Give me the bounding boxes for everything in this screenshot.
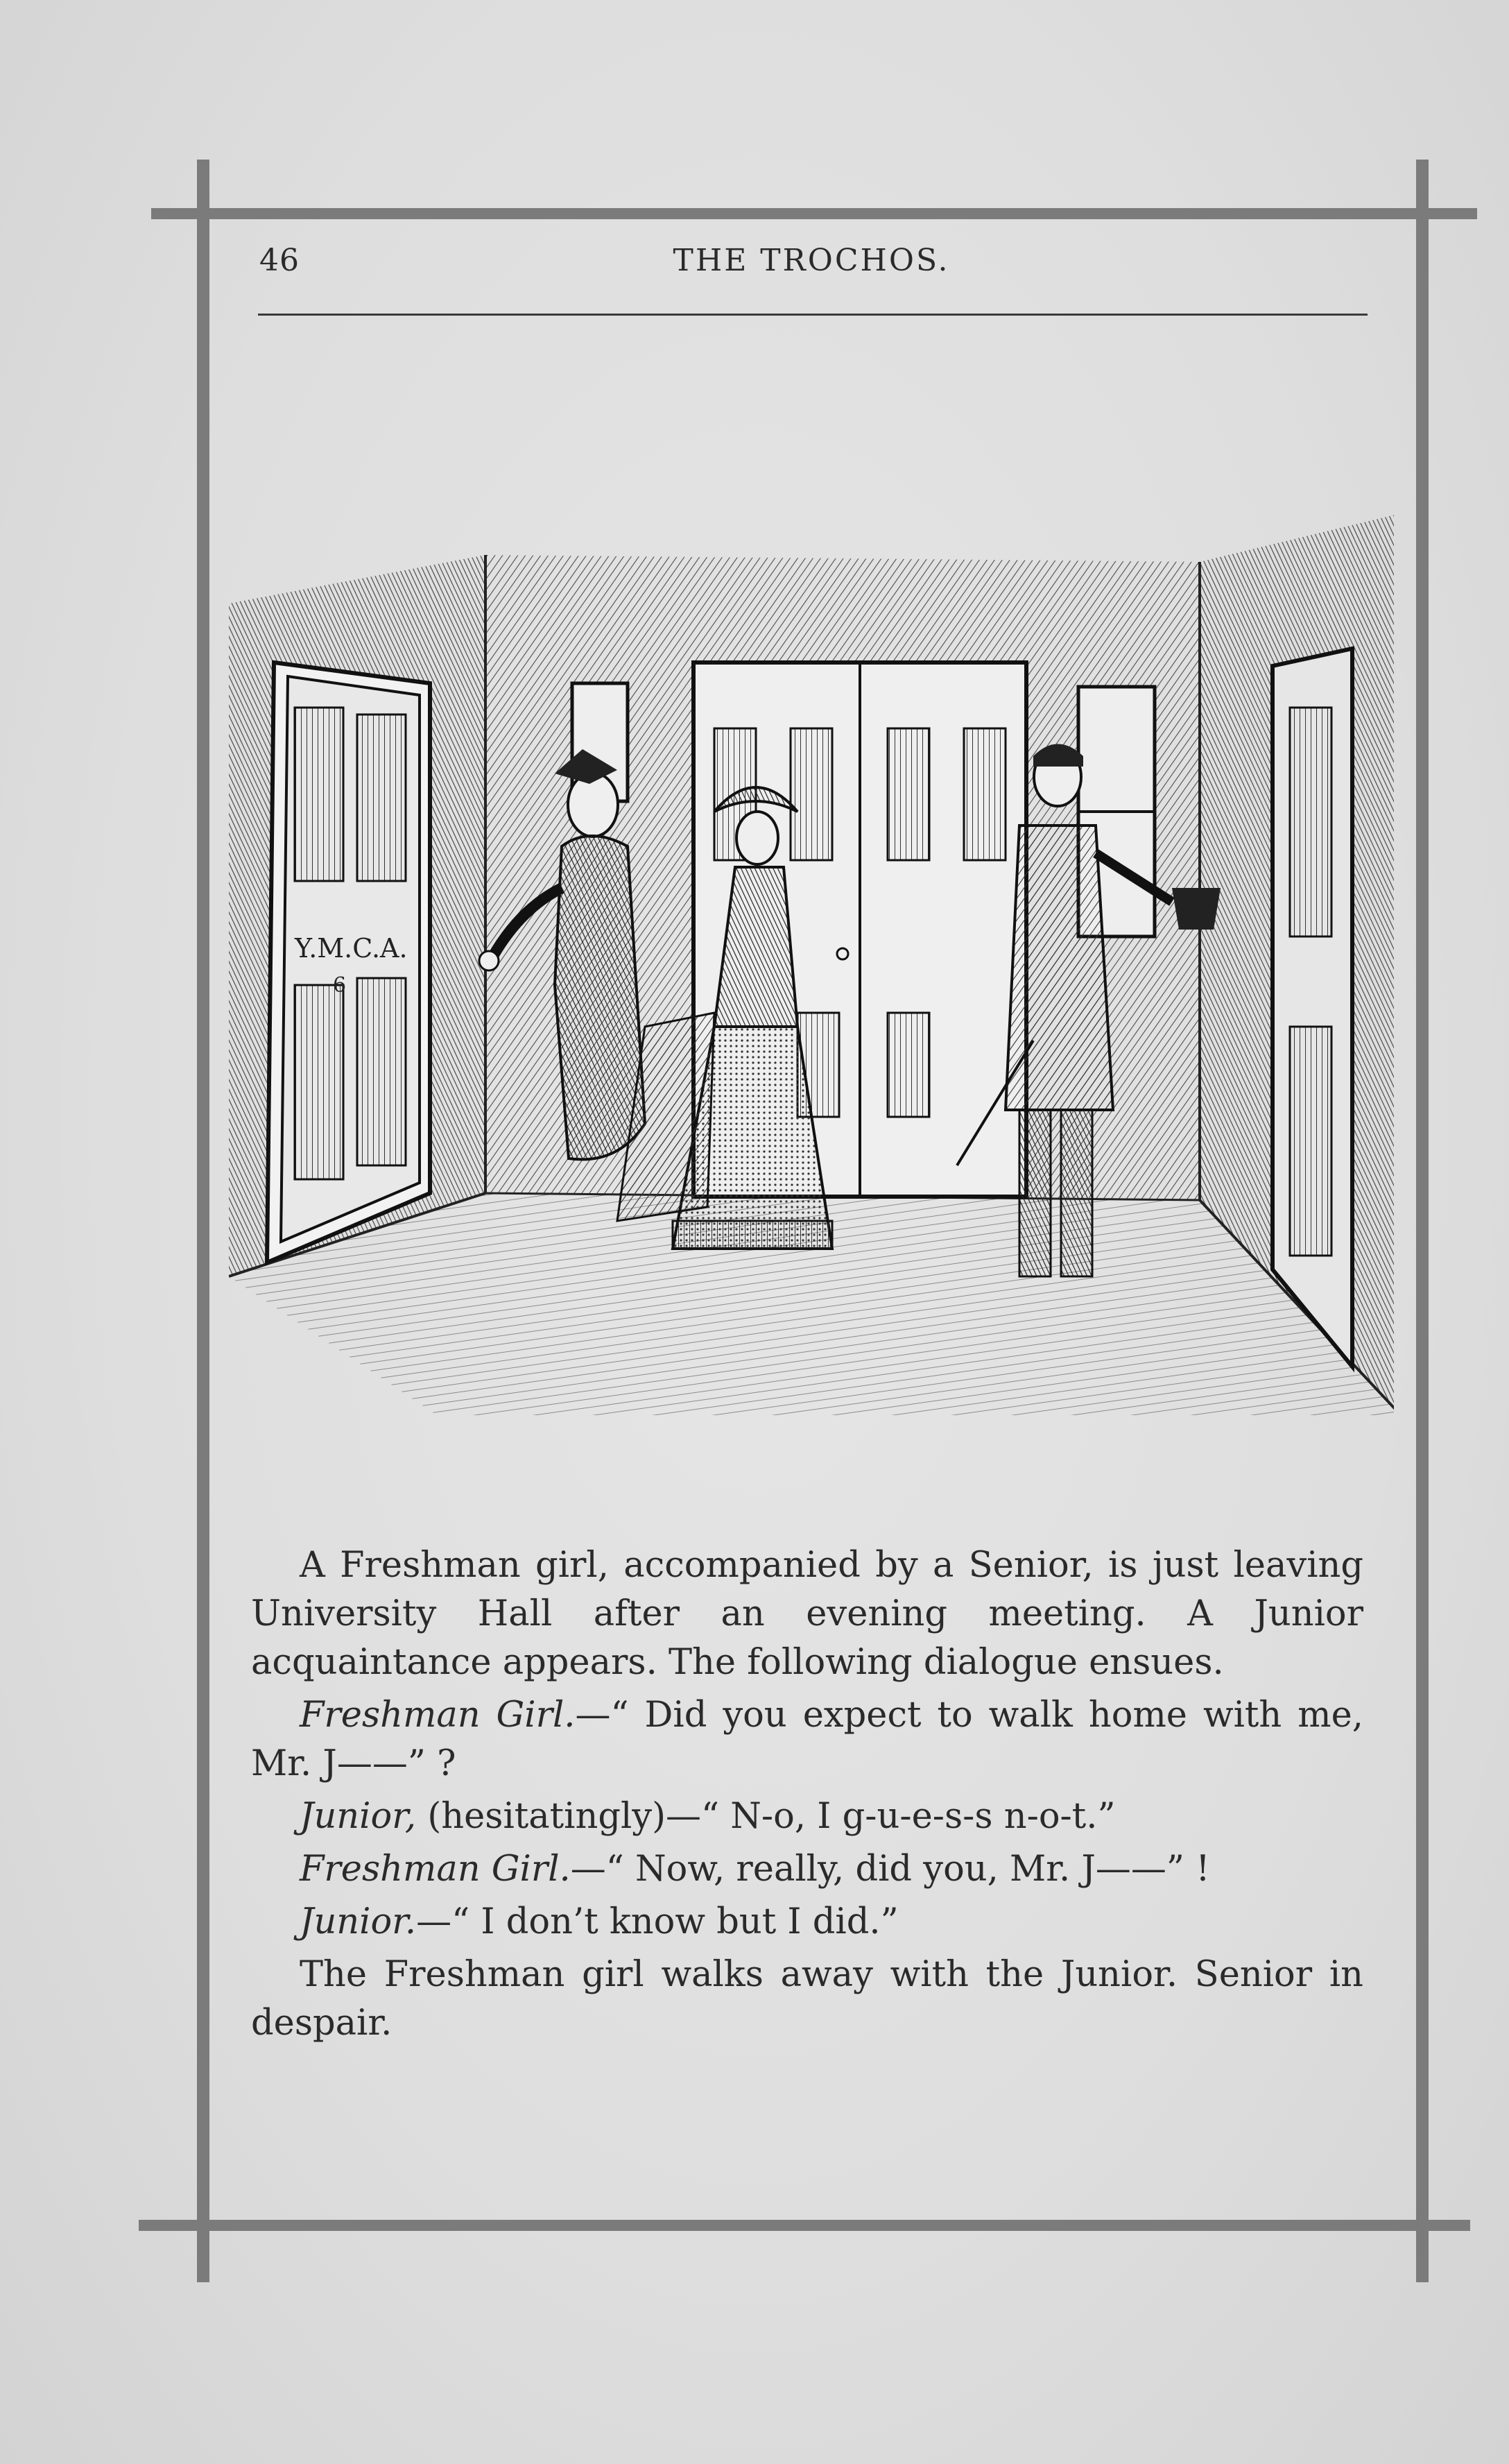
header-underline (258, 314, 1368, 316)
page-number: 46 (259, 243, 300, 278)
engraving-illustration (229, 499, 1394, 1457)
dialogue-speaker: Junior, (300, 1796, 417, 1837)
running-header (257, 243, 1366, 291)
dialogue-speaker: Freshman Girl. (300, 1695, 576, 1736)
frame-bottom-rule (139, 2220, 1470, 2231)
frame-top-rule (151, 208, 1477, 219)
dialogue-line-1 (251, 1691, 1363, 1788)
frame-left-rule (197, 160, 209, 2282)
dialogue-speaker: Junior. (300, 1901, 417, 1942)
body-text (251, 1541, 1363, 2052)
running-title: THE TROCHOS. (673, 243, 950, 278)
door-sign: Y.M.C.A. (295, 933, 408, 964)
dialogue-line-2 (251, 1793, 1363, 1841)
door-number: 6 (333, 973, 347, 998)
dialogue-text: —“ Did you expect to walk home with me, Mr. J——” ? (251, 1695, 1363, 1784)
dialogue-text: —“ Now, really, did you, Mr. J——” ! (570, 1849, 1210, 1890)
dialogue-speaker: Freshman Girl. (300, 1849, 571, 1890)
dialogue-line-3 (251, 1845, 1363, 1894)
dialogue-text: —“ I don’t know but I did.” (416, 1901, 899, 1942)
dialogue-line-4 (251, 1898, 1363, 1947)
dialogue-text: (hesitatingly)—“ N-o, I g-u-e-s-s n-o-t.” (416, 1796, 1116, 1837)
intro-paragraph: A Freshman girl, accompanied by a Senior, is just leaving University Hall after an evening meeting. A Junior acquaintance appears. The following dialogue ensues. (251, 1545, 1363, 1683)
closing-paragraph: The Freshman girl walks away with the Junior. Senior in despair. (251, 1954, 1363, 2044)
frame-right-rule (1416, 160, 1429, 2282)
